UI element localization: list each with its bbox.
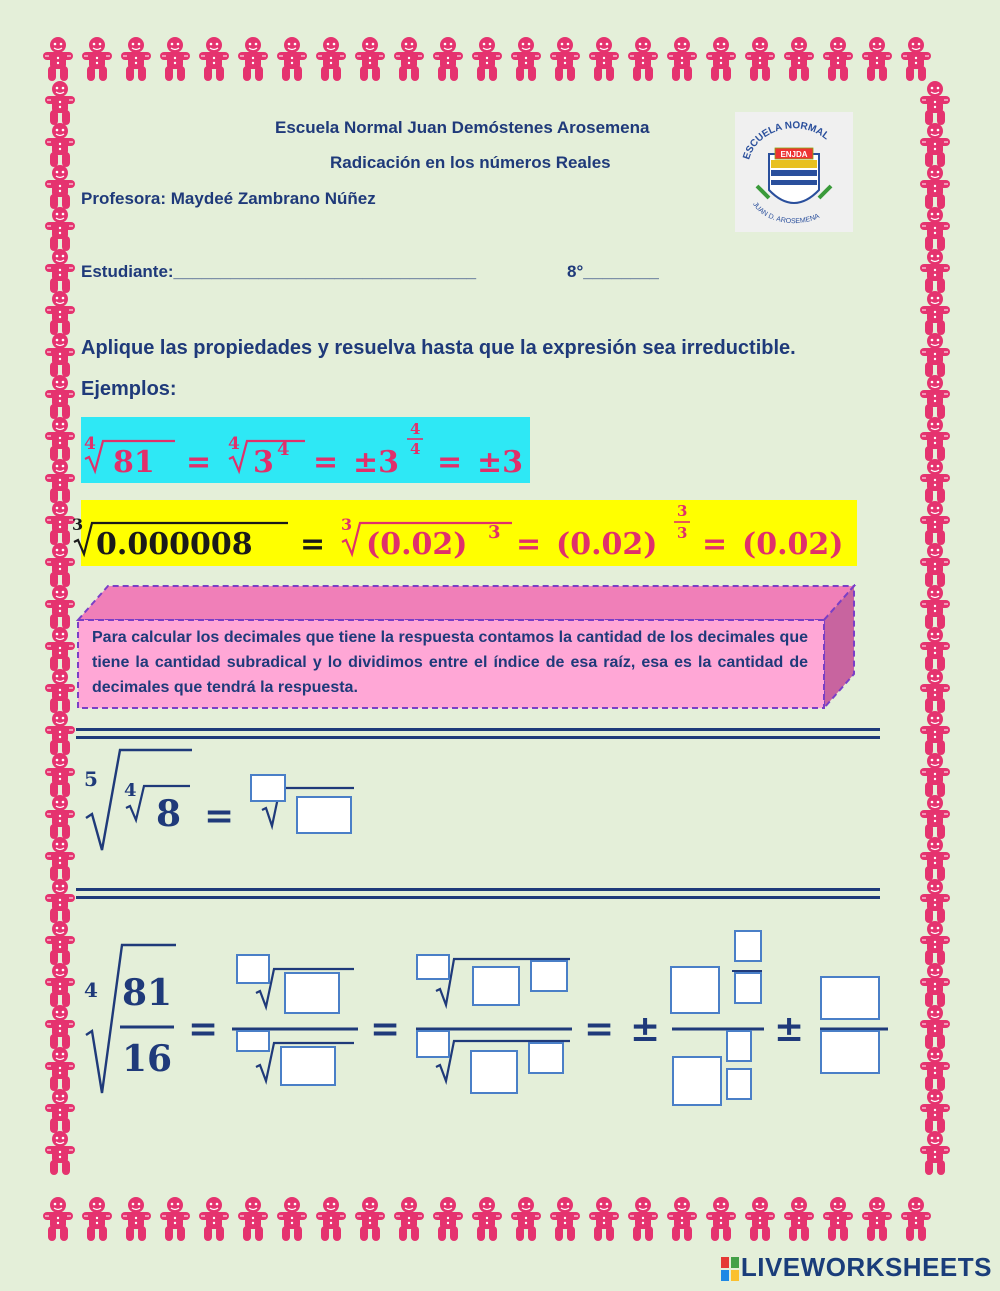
ex1-index-1: 4 bbox=[84, 434, 96, 454]
note-text: Para calcular los decimales que tiene la respuesta contamos la cantidad de los decimales que tiene la cantidad subradical y lo dividimos entre el índice de esa raíz, esa es la cantidad de decimales que tendrá la respuesta. bbox=[92, 629, 808, 696]
gingerbread-figure bbox=[45, 291, 75, 335]
gingerbread-figure bbox=[277, 37, 307, 81]
gingerbread-figure bbox=[277, 1197, 307, 1241]
ex2-box-num2-base[interactable] bbox=[472, 966, 520, 1006]
ex2-box-den2-index[interactable] bbox=[416, 1030, 450, 1058]
live-badge-icon bbox=[721, 1257, 739, 1281]
ex2-box-num3-base[interactable] bbox=[670, 966, 720, 1014]
ex2-exp-denominator: 3 bbox=[677, 524, 688, 542]
gingerbread-figure bbox=[862, 1197, 892, 1241]
ex1-exp-denominator: 4 bbox=[410, 440, 421, 458]
gingerbread-figure bbox=[920, 963, 950, 1007]
ex1q-outer-index: 5 bbox=[84, 767, 98, 791]
gingerbread-figure bbox=[628, 37, 658, 81]
gingerbread-figure bbox=[394, 37, 424, 81]
gingerbread-figure bbox=[920, 921, 950, 965]
gingerbread-figure bbox=[45, 879, 75, 923]
gingerbread-figure bbox=[45, 1131, 75, 1175]
gingerbread-figure bbox=[45, 1089, 75, 1133]
gingerbread-figure bbox=[920, 417, 950, 461]
separator-1-top bbox=[76, 728, 880, 731]
ex1-index-2: 4 bbox=[228, 434, 240, 454]
gingerbread-figure bbox=[745, 1197, 775, 1241]
examples-label: Ejemplos: bbox=[81, 378, 177, 400]
gingerbread-figure bbox=[45, 165, 75, 209]
gingerbread-figure bbox=[45, 711, 75, 755]
separator-1-bottom bbox=[76, 736, 880, 739]
gingerbread-figure bbox=[45, 375, 75, 419]
ex2-box-den3-exp-den[interactable] bbox=[726, 1068, 752, 1100]
liveworksheets-logo bbox=[721, 1252, 992, 1283]
ex2-box-final-numerator[interactable] bbox=[820, 976, 880, 1020]
ex2-radicand-2: (0.02) bbox=[366, 527, 468, 562]
border-left-column bbox=[45, 81, 75, 1175]
gingerbread-figure bbox=[920, 711, 950, 755]
ex2-result: (0.02) bbox=[742, 527, 844, 562]
gingerbread-figure bbox=[920, 879, 950, 923]
example-1-expression bbox=[81, 417, 530, 483]
ex2-box-num2-exponent[interactable] bbox=[530, 960, 568, 992]
gingerbread-figure bbox=[199, 1197, 229, 1241]
gingerbread-figure bbox=[920, 333, 950, 377]
gingerbread-figure bbox=[45, 207, 75, 251]
gingerbread-figure bbox=[45, 417, 75, 461]
gingerbread-figure bbox=[920, 795, 950, 839]
instructions: Aplique las propiedades y resuelva hasta que la expresión sea irreductible. bbox=[81, 337, 796, 359]
ex1-step-3: ±3 bbox=[353, 445, 400, 480]
ex2-exponent-2: 3 bbox=[488, 522, 501, 543]
gingerbread-figure bbox=[121, 1197, 151, 1241]
ex2-box-num2-index[interactable] bbox=[416, 954, 450, 980]
ex1-exponent-2: 4 bbox=[277, 439, 290, 460]
gingerbread-figure bbox=[45, 795, 75, 839]
gingerbread-figure bbox=[316, 37, 346, 81]
gingerbread-figure bbox=[45, 459, 75, 503]
ex1-equals-1: = bbox=[186, 445, 212, 480]
gingerbread-figure bbox=[667, 37, 697, 81]
gingerbread-figure bbox=[589, 1197, 619, 1241]
gingerbread-figure bbox=[45, 669, 75, 713]
gingerbread-figure bbox=[472, 1197, 502, 1241]
gingerbread-figure bbox=[45, 837, 75, 881]
ex2-equals-1: = bbox=[300, 527, 326, 562]
gingerbread-figure bbox=[43, 1197, 73, 1241]
gingerbread-figure bbox=[920, 375, 950, 419]
gingerbread-figure bbox=[45, 753, 75, 797]
ex2q-numerator: 81 bbox=[122, 972, 173, 1014]
gingerbread-figure bbox=[920, 459, 950, 503]
ex2-box-den-radicand[interactable] bbox=[280, 1046, 336, 1086]
border-top-row bbox=[43, 37, 931, 81]
teacher-name: Profesora: Maydeé Zambrano Núñez bbox=[81, 189, 376, 208]
gingerbread-figure bbox=[45, 249, 75, 293]
ex2-box-num3-exp-num[interactable] bbox=[734, 930, 762, 962]
gingerbread-figure bbox=[121, 37, 151, 81]
gingerbread-figure bbox=[862, 37, 892, 81]
ex1q-equals: = bbox=[204, 795, 235, 837]
school-name: Escuela Normal Juan Demóstenes Arosemena bbox=[275, 118, 650, 137]
ex2-box-den2-base[interactable] bbox=[470, 1050, 518, 1094]
gingerbread-figure bbox=[920, 669, 950, 713]
svg-text:JUAN D. AROSEMENA bbox=[751, 201, 821, 225]
border-bottom-row bbox=[43, 1197, 931, 1241]
logo-bottom-text: JUAN D. AROSEMENA bbox=[751, 201, 821, 226]
ex2-radicand-1: 0.000008 bbox=[96, 527, 253, 562]
gingerbread-figure bbox=[920, 1131, 950, 1175]
gingerbread-figure bbox=[901, 37, 931, 81]
example-2-expression bbox=[70, 498, 870, 570]
gingerbread-figure bbox=[920, 123, 950, 167]
gingerbread-figure bbox=[550, 37, 580, 81]
ex2-box-den3-exp-num[interactable] bbox=[726, 1030, 752, 1062]
ex2-box-num-radicand[interactable] bbox=[284, 972, 340, 1014]
ex2-box-num3-exp-den[interactable] bbox=[734, 972, 762, 1004]
gingerbread-figure bbox=[920, 585, 950, 629]
ex2q-denominator: 16 bbox=[122, 1038, 173, 1080]
separator-2-top bbox=[76, 888, 880, 891]
logo-top-text: ESCUELA NORMAL bbox=[741, 120, 832, 161]
ex2-equals-3: = bbox=[702, 527, 728, 562]
ex2-box-final-denominator[interactable] bbox=[820, 1030, 880, 1074]
ex2q-plus-minus-1: ± bbox=[630, 1008, 661, 1050]
ex2-index-2: 3 bbox=[341, 515, 353, 534]
gingerbread-figure bbox=[920, 837, 950, 881]
gingerbread-figure bbox=[920, 207, 950, 251]
gingerbread-figure bbox=[394, 1197, 424, 1241]
ex1-answer-index-box[interactable] bbox=[250, 774, 286, 802]
gingerbread-figure bbox=[920, 501, 950, 545]
gingerbread-figure bbox=[238, 37, 268, 81]
gingerbread-figure bbox=[920, 1047, 950, 1091]
gingerbread-figure bbox=[433, 37, 463, 81]
ex1-base-2: 3 bbox=[253, 445, 274, 480]
ex2q-equals-1: = bbox=[188, 1008, 219, 1050]
gingerbread-figure bbox=[920, 1005, 950, 1049]
ex1-equals-3: = bbox=[437, 445, 463, 480]
gingerbread-figure bbox=[45, 81, 75, 125]
student-field: Estudiante:________________________________ bbox=[81, 262, 477, 281]
ex1-answer-radicand-box[interactable] bbox=[296, 796, 352, 834]
gingerbread-figure bbox=[823, 1197, 853, 1241]
gingerbread-figure bbox=[238, 1197, 268, 1241]
gingerbread-figure bbox=[472, 37, 502, 81]
gingerbread-figure bbox=[628, 1197, 658, 1241]
separator-2-bottom bbox=[76, 896, 880, 899]
gingerbread-figure bbox=[45, 333, 75, 377]
gingerbread-figure bbox=[43, 37, 73, 81]
worksheet-topic: Radicación en los números Reales bbox=[330, 153, 611, 172]
ex2-box-num-index[interactable] bbox=[236, 954, 270, 984]
gingerbread-figure bbox=[45, 1005, 75, 1049]
gingerbread-figure bbox=[160, 1197, 190, 1241]
liveworksheets-wordmark: LIVEWORKSHEETS bbox=[740, 1252, 992, 1282]
gingerbread-figure bbox=[901, 1197, 931, 1241]
gingerbread-figure bbox=[433, 1197, 463, 1241]
ex1q-radicand: 8 bbox=[156, 793, 182, 835]
gingerbread-figure bbox=[589, 37, 619, 81]
gingerbread-figure bbox=[511, 1197, 541, 1241]
gingerbread-figure bbox=[45, 921, 75, 965]
gingerbread-figure bbox=[45, 123, 75, 167]
ex1-result: ±3 bbox=[477, 445, 524, 480]
gingerbread-figure bbox=[160, 37, 190, 81]
gingerbread-figure bbox=[355, 37, 385, 81]
ex2q-index: 4 bbox=[84, 978, 98, 1002]
gingerbread-figure bbox=[45, 963, 75, 1007]
ex2-box-den-index[interactable] bbox=[236, 1030, 270, 1052]
ex1q-inner-index: 4 bbox=[124, 780, 137, 801]
gingerbread-figure bbox=[823, 37, 853, 81]
ex2-index-1: 3 bbox=[72, 515, 84, 534]
ex2q-equals-2: = bbox=[370, 1008, 401, 1050]
gingerbread-figure bbox=[920, 249, 950, 293]
ex2q-equals-3: = bbox=[584, 1008, 615, 1050]
grade-field: 8°________ bbox=[567, 262, 659, 281]
ex2-box-den3-base[interactable] bbox=[672, 1056, 722, 1106]
gingerbread-figure bbox=[920, 165, 950, 209]
gingerbread-figure bbox=[784, 37, 814, 81]
ex1-equals-2: = bbox=[313, 445, 339, 480]
ex2-base-3: (0.02) bbox=[556, 527, 658, 562]
gingerbread-figure bbox=[920, 81, 950, 125]
gingerbread-figure bbox=[667, 1197, 697, 1241]
ex2-exp-numerator: 3 bbox=[677, 502, 688, 520]
gingerbread-figure bbox=[45, 585, 75, 629]
gingerbread-figure bbox=[355, 1197, 385, 1241]
logo-band-text: ENJDA bbox=[780, 150, 808, 159]
ex1-radicand-1: 81 bbox=[113, 445, 155, 480]
gingerbread-figure bbox=[45, 1047, 75, 1091]
gingerbread-figure bbox=[550, 1197, 580, 1241]
gingerbread-figure bbox=[920, 753, 950, 797]
gingerbread-figure bbox=[920, 627, 950, 671]
gingerbread-figure bbox=[784, 1197, 814, 1241]
gingerbread-figure bbox=[706, 1197, 736, 1241]
ex2-equals-2: = bbox=[516, 527, 542, 562]
gingerbread-figure bbox=[199, 37, 229, 81]
school-logo bbox=[735, 112, 853, 232]
ex2q-plus-minus-2: ± bbox=[774, 1008, 805, 1050]
gingerbread-figure bbox=[920, 1089, 950, 1133]
gingerbread-figure bbox=[45, 627, 75, 671]
gingerbread-figure bbox=[316, 1197, 346, 1241]
gingerbread-figure bbox=[920, 543, 950, 587]
gingerbread-figure bbox=[706, 37, 736, 81]
gingerbread-figure bbox=[920, 291, 950, 335]
border-right-column bbox=[920, 81, 950, 1175]
gingerbread-figure bbox=[745, 37, 775, 81]
gingerbread-figure bbox=[511, 37, 541, 81]
ex1-exp-numerator: 4 bbox=[410, 420, 421, 438]
gingerbread-figure bbox=[82, 1197, 112, 1241]
gingerbread-figure bbox=[82, 37, 112, 81]
ex2-box-den2-exponent[interactable] bbox=[528, 1042, 564, 1074]
